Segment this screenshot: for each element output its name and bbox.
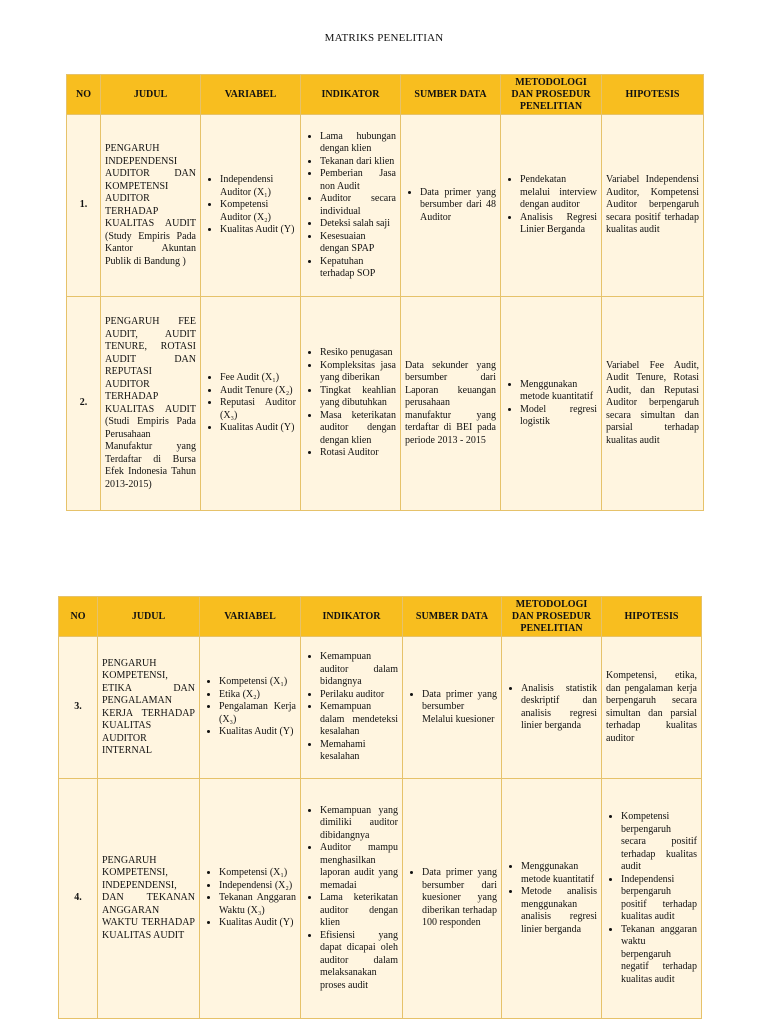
header-variabel: VARIABEL [200,597,301,637]
table-row [67,115,704,297]
list-item: • Kompetensi Auditor (X₂) [220,199,296,224]
list-item: • Memahami kesalahan [320,739,398,764]
row-judul: PENGARUH INDEPENDENSI AUDITOR DAN KOMPETENSI AUDITOR TERHADAP KUALITAS AUDIT (Study Empiris Pada Kantor Akuntan Publik di Bandung ) [101,115,201,297]
list-item: • Kemampuan dalam mendeteksi kesalahan [320,701,398,739]
row-hipotesis: Variabel Fee Audit, Audit Tenure, Rotasi Audit, dan Reputasi Auditor berpengaruh secara simultan dan parsial terhadap kualitas audit [602,297,704,511]
header-indikator: INDIKATOR [301,75,401,115]
list-item: • Tingkat keahlian yang dibutuhkan [320,385,396,410]
list-item: • Kompetensi (X₁) [219,676,296,689]
table-row [59,637,702,779]
list-item: • Kompleksitas jasa yang diberikan [320,360,396,385]
list-item: • Kepatuhan terhadap SOP [320,256,396,281]
list-item: • Independensi (X₂) [219,880,296,893]
header-no: NO [59,597,98,637]
list-item: • Tekanan dari klien [320,156,396,169]
table-header-row [59,597,702,637]
row-variabel [200,779,301,1019]
row-sumber-data [403,637,502,779]
list-item: • Kompetensi (X₁) [219,867,296,880]
row-metodologi [502,637,602,779]
table-header-row [67,75,704,115]
row-indikator [301,115,401,297]
list-item: • Tekanan Anggaran Waktu (X₃) [219,892,296,917]
research-matrix-table-1 [66,74,704,511]
list-item: • Masa keterikatan auditor dengan dengan klien [320,410,396,448]
list-item: • Kompetensi berpengaruh secara positif terhadap kualitas audit [621,811,697,874]
list-item: • Rotasi Auditor [320,447,396,460]
header-metodologi: METODOLOGI DAN PROSEDUR PENELITIAN [502,597,602,637]
row-number: 4. [59,779,98,1019]
header-sumber-data: SUMBER DATA [401,75,501,115]
list-item: • Efisiensi yang dapat dicapai oleh auditor dalam melaksanakan proses audit [320,930,398,993]
list-item: • Independensi berpengaruh positif terhadap kualitas audit [621,874,697,924]
row-metodologi [501,115,602,297]
list-item: • Kualitas Audit (Y) [220,224,296,237]
row-indikator [301,779,403,1019]
list-item: • Independensi Auditor (X₁) [220,174,296,199]
list-item: • Tekanan anggaran waktu berpengaruh negatif terhadap kualitas audit [621,924,697,987]
list-item: • Analisis statistik deskriptif dan analisis regresi linier berganda [521,683,597,733]
row-indikator [301,637,403,779]
row-hipotesis: Kompetensi, etika, dan pengalaman kerja berpengaruh secara simultan dan parsial terhadap kualitas auditor [602,637,702,779]
list-item: • Audit Tenure (X₂) [220,385,296,398]
list-item: • Kualitas Audit (Y) [220,422,296,435]
list-item: • Kemampuan auditor dalam bidangnya [320,651,398,689]
list-item: • Menggunakan metode kuantitatif [521,861,597,886]
list-item: • Auditor mampu menghasilkan laporan audit yang memadai [320,842,398,892]
row-metodologi [501,297,602,511]
list-item: • Perilaku auditor [320,689,398,702]
header-variabel: VARIABEL [201,75,301,115]
list-item: • Kualitas Audit (Y) [219,726,296,739]
list-item: • Data primer yang bersumber dari 48 Auditor [420,187,496,225]
list-item: • Data primer yang bersumber Melalui kuesioner [422,689,497,727]
header-hipotesis: HIPOTESIS [602,597,702,637]
list-item: • Lama hubungan dengan klien [320,131,396,156]
header-indikator: INDIKATOR [301,597,403,637]
list-item: • Kualitas Audit (Y) [219,917,296,930]
list-item: • Resiko penugasan [320,347,396,360]
list-item: • Pendekatan melalui interview dengan auditor [520,174,597,212]
header-hipotesis: HIPOTESIS [602,75,704,115]
list-item: • Kesesuaian dengan SPAP [320,231,396,256]
header-judul: JUDUL [101,75,201,115]
table-row [67,297,704,511]
row-hipotesis: Variabel Independensi Auditor, Kompetensi Auditor berpengaruh secara positif terhadap kualitas audit [602,115,704,297]
list-item: • Auditor secara individual [320,193,396,218]
list-item: • Pemberian Jasa non Audit [320,168,396,193]
row-variabel [201,297,301,511]
row-variabel [201,115,301,297]
table-row [59,779,702,1019]
list-item: • Metode analisis menggunakan analisis regresi linier berganda [521,886,597,936]
row-sumber-data [401,115,501,297]
list-item: • Lama keterikatan auditor dengan klien [320,892,398,930]
row-sumber-data [403,779,502,1019]
row-metodologi [502,779,602,1019]
header-metodologi: METODOLOGI DAN PROSEDUR PENELITIAN [501,75,602,115]
row-judul: PENGARUH FEE AUDIT, AUDIT TENURE, ROTASI AUDIT DAN REPUTASI AUDITOR TERHADAP KUALITAS AUDIT (Studi Empiris Pada Perusahaan Manufaktur yang Terdaftar di Bursa Efek Indonesia Tahun 2013-2015) [101,297,201,511]
list-item: • Pengalaman Kerja (X₃) [219,701,296,726]
list-item: • Deteksi salah saji [320,218,396,231]
row-judul: PENGARUH KOMPETENSI, ETIKA DAN PENGALAMAN KERJA TERHADAP KUALITAS AUDITOR INTERNAL [98,637,200,779]
row-number: 3. [59,637,98,779]
list-item: • Reputasi Auditor (X₃) [220,397,296,422]
list-item: • Kemampuan yang dimiliki auditor dibidangnya [320,805,398,843]
header-judul: JUDUL [98,597,200,637]
list-item: • Data primer yang bersumber dari kuesioner yang diberikan terhadap 100 responden [422,867,497,930]
row-judul: PENGARUH KOMPETENSI, INDEPENDENSI, DAN TEKANAN ANGGARAN WAKTU TERHADAP KUALITAS AUDIT [98,779,200,1019]
list-item: • Fee Audit (X₁) [220,372,296,385]
row-number: 1. [67,115,101,297]
list-item: • Etika (X₂) [219,689,296,702]
research-matrix-table-2 [58,596,702,1019]
row-hipotesis [602,779,702,1019]
page-title: MATRIKS PENELITIAN [324,32,444,44]
header-no: NO [67,75,101,115]
row-sumber-data: Data sekunder yang bersumber dari Laporan keuangan perusahaan manufaktur yang terdaftar di BEI pada periode 2013 - 2015 [401,297,501,511]
row-variabel [200,637,301,779]
row-number: 2. [67,297,101,511]
header-sumber-data: SUMBER DATA [403,597,502,637]
list-item: • Model regresi logistik [520,404,597,429]
list-item: • Menggunakan metode kuantitatif [520,379,597,404]
list-item: • Analisis Regresi Linier Berganda [520,212,597,237]
row-indikator [301,297,401,511]
